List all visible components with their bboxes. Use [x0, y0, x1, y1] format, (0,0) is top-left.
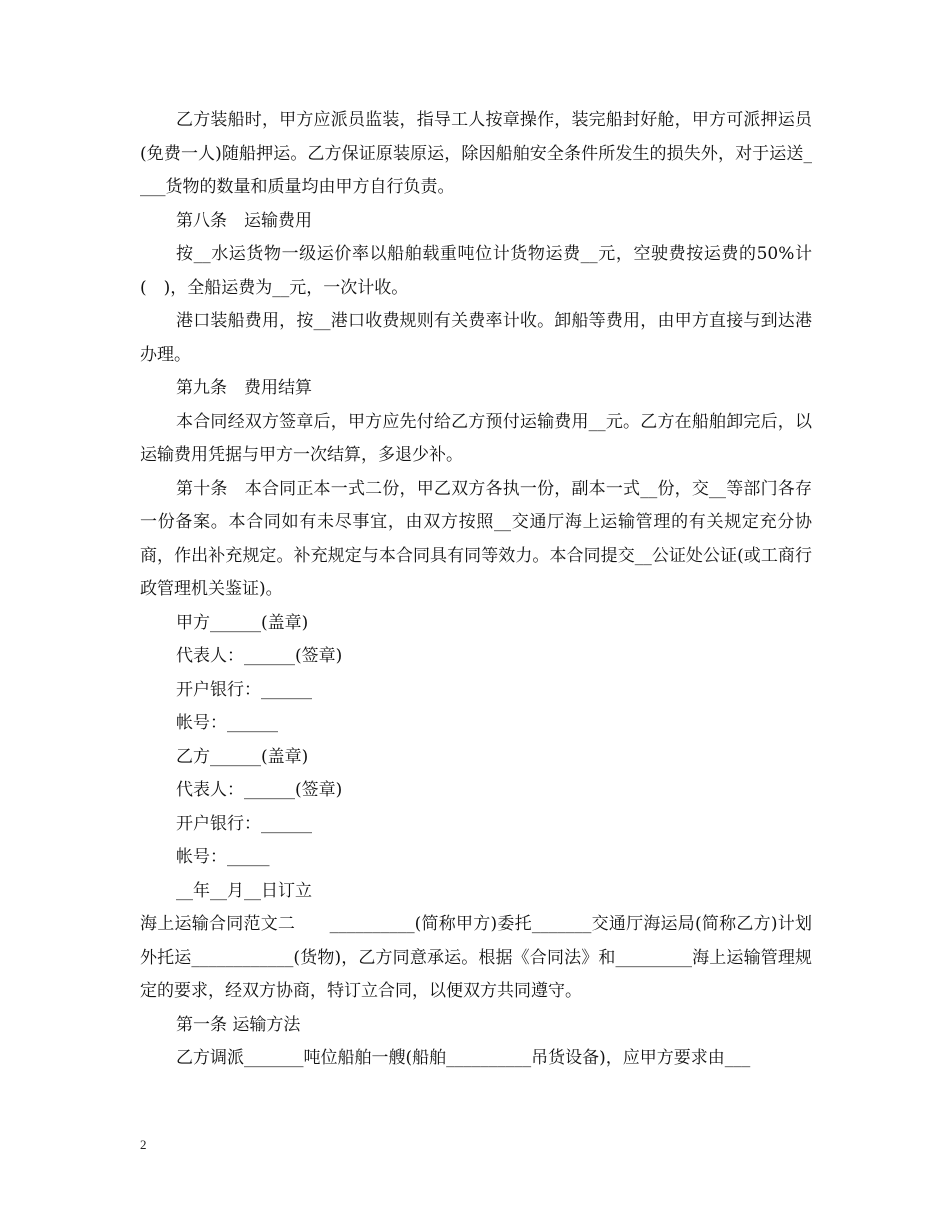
party-b-bank-line: 开户银行：______ [176, 813, 312, 834]
signing-date-line: __年__月__日订立 [176, 880, 312, 901]
page-number: 2 [140, 1137, 147, 1152]
party-a-representative-line: 代表人：______(签章) [176, 646, 343, 666]
sample-two-intro-paragraph: 海上运输合同范文二 __________(简称甲方)委托_______交通厅海运局(简称乙方)计划外托运____________(货物)，乙方同意承运。根据《合同法》和_________海上运输管理规定的要求，经双方协商，特订立合同，以便双方共同遵守。 [140, 914, 812, 1001]
paragraph-freight-rate: 按__水运货物一级运价率以船舶载重吨位计货物运费__元，空驶费按运费的50%计( )，全船运费为__元，一次计收。 [140, 244, 812, 298]
paragraph-port-fees: 港口装船费用，按__港口收费规则有关费率计收。卸船等费用，由甲方直接与到达港办理。 [140, 311, 812, 365]
article-1-heading: 第一条 运输方法 [176, 1014, 301, 1035]
party-a-seal-line: 甲方______(盖章) [176, 612, 309, 633]
article-9-heading: 第九条 费用结算 [176, 378, 312, 398]
article-8-heading: 第八条 运输费用 [176, 210, 312, 231]
paragraph-ship-dispatch: 乙方调派_______吨位船舶一艘(船舶__________吊货设备)，应甲方要求由___ [176, 1048, 751, 1068]
paragraph-settlement: 本合同经双方签章后，甲方应先付给乙方预付运输费用__元。乙方在船舶卸完后，以运输费用凭据与甲方一次结算，多退少补。 [140, 411, 812, 465]
document-page [140, 104, 812, 1076]
party-b-account-line: 帐号：_____ [176, 847, 270, 867]
party-a-bank-line: 开户银行：______ [176, 679, 312, 700]
article-10-paragraph: 第十条 本合同正本一式二份，甲乙双方各执一份，副本一式__份，交__等部门各存一份备案。本合同如有未尽事宜，由双方按照__交通厅海上运输管理的有关规定充分协商，作出补充规定。补充规定与本合同具有同等效力。本合同提交__公证处公证(或工商行政管理机关鉴证)。 [140, 478, 812, 599]
party-b-representative-line: 代表人：______(签章) [176, 780, 343, 800]
paragraph-loading-supervision: 乙方装船时，甲方应派员监装，指导工人按章操作，装完船封好舱，甲方可派押运员(免费一人)随船押运。乙方保证原装原运，除因船舶安全条件所发生的损失外，对于运送____货物的数量和质量均由甲方自行负责。 [140, 110, 812, 197]
party-a-account-line: 帐号：______ [176, 713, 278, 733]
party-b-seal-line: 乙方______(盖章) [176, 746, 309, 767]
